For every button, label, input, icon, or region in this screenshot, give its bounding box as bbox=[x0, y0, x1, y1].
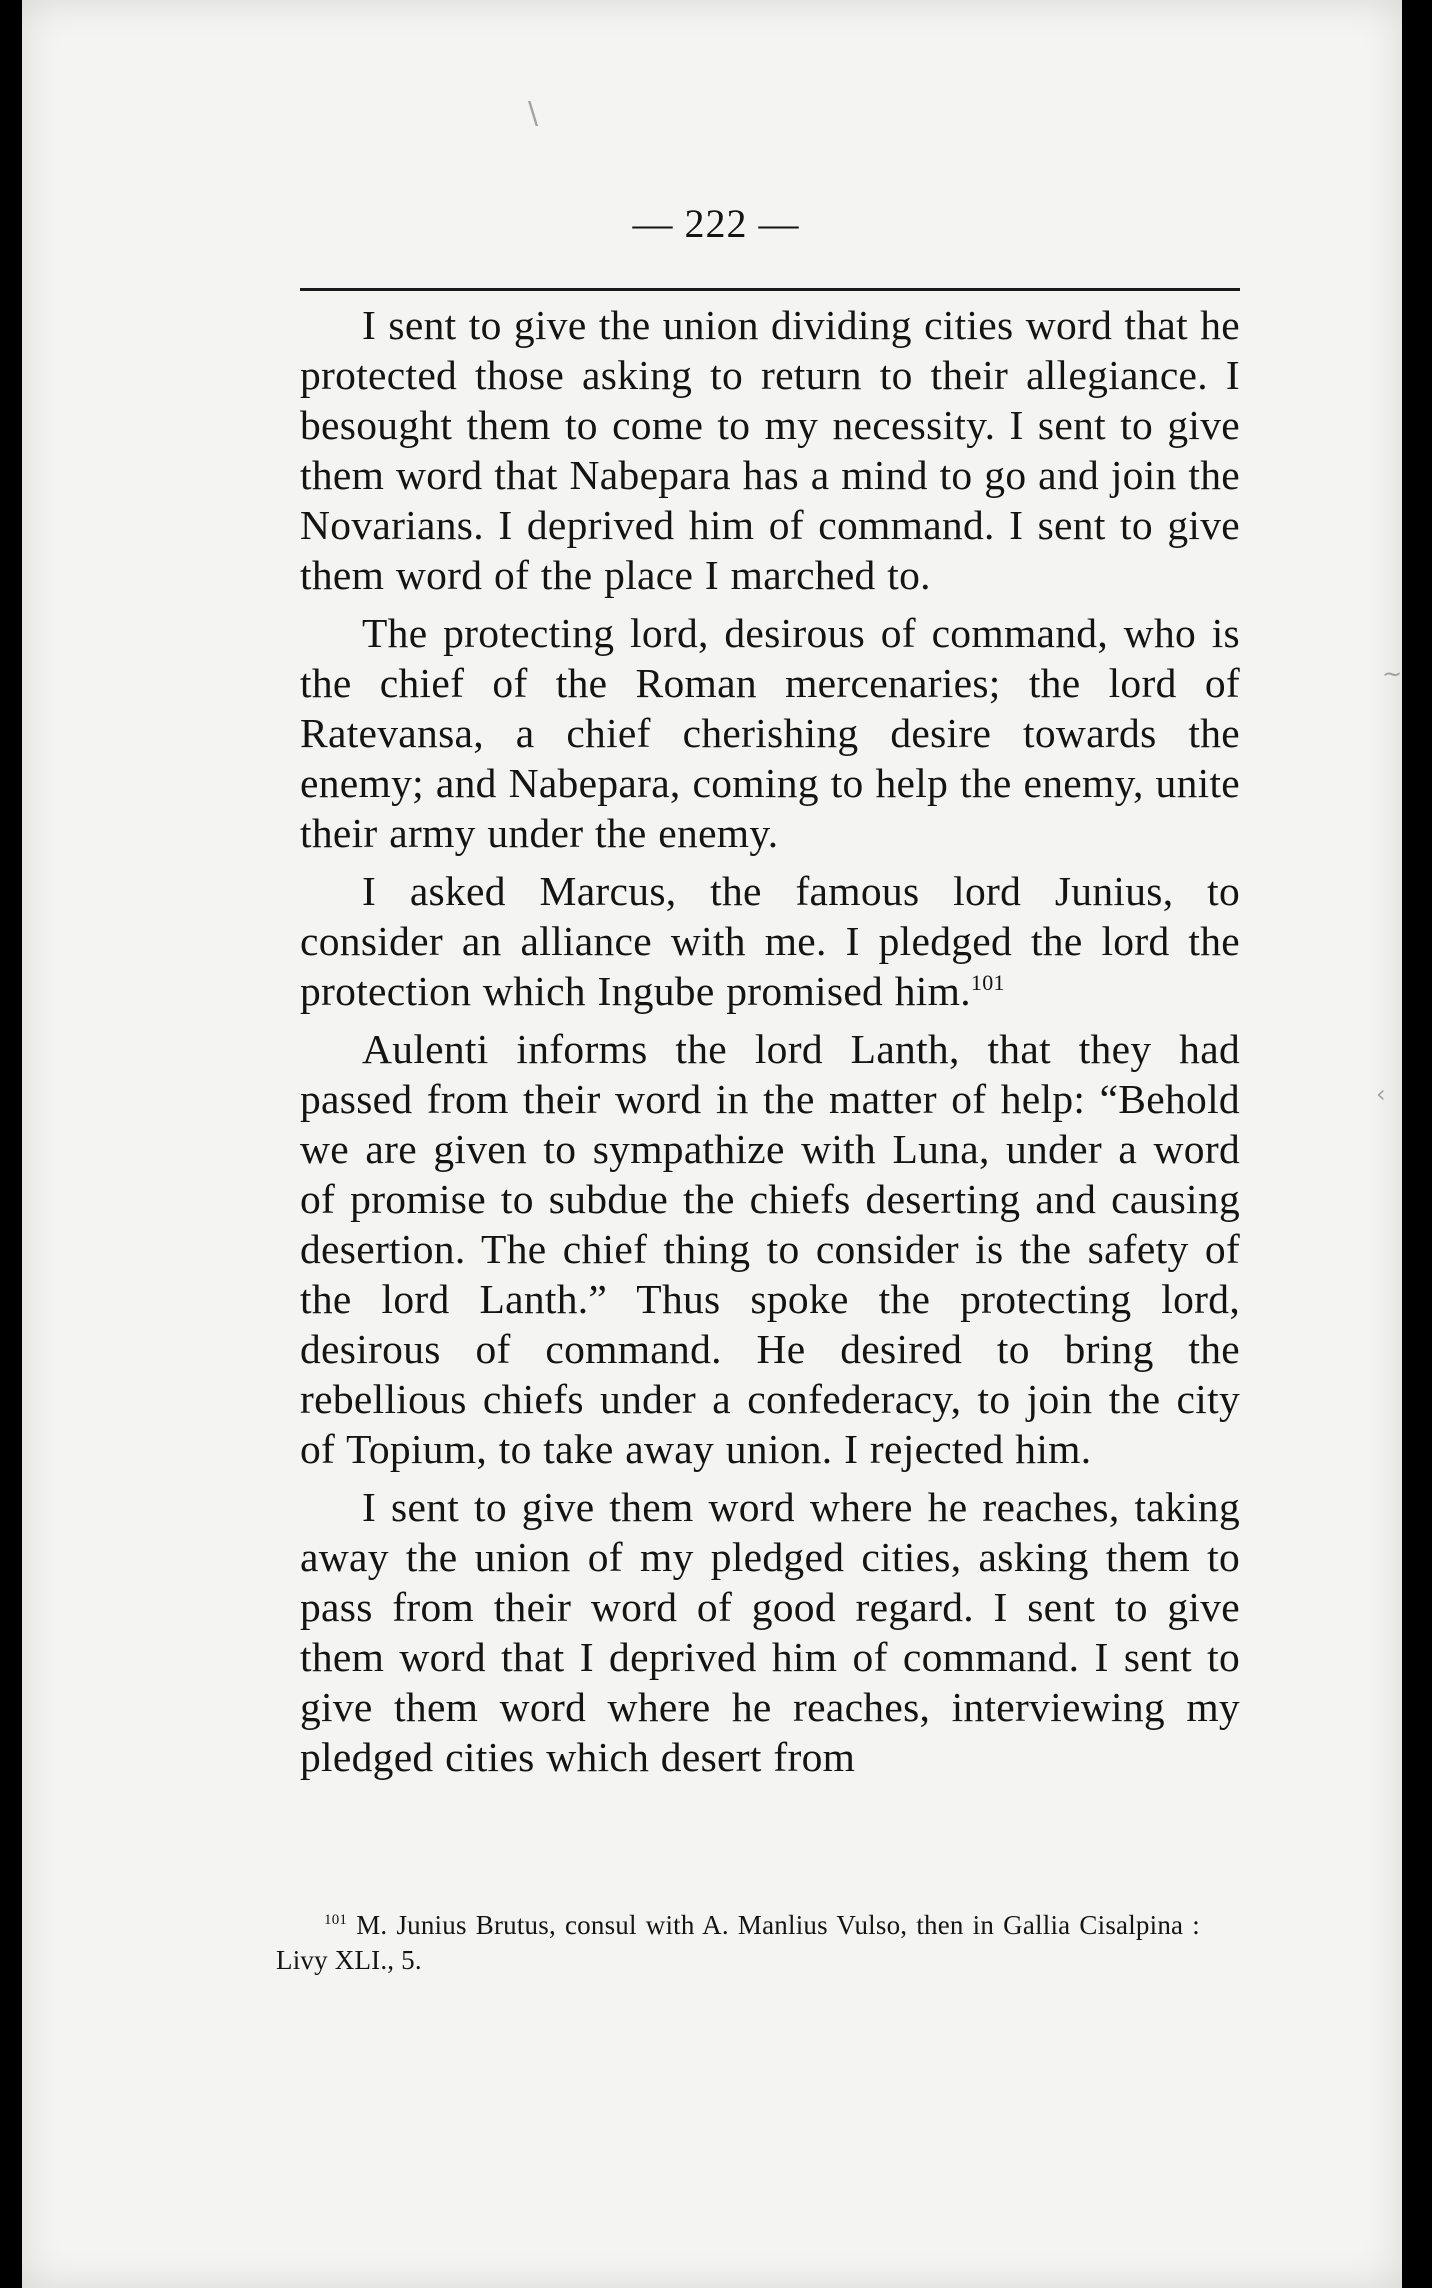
scan-speck: \ bbox=[528, 96, 539, 131]
header-rule bbox=[300, 288, 1240, 291]
paragraph bbox=[300, 866, 1240, 1016]
paragraph-text: The protecting lord, desirous of command, who is the chief of the Roman mercenaries; the lord of Ratevansa, a chief cherishing desire towards the enemy; and Nabepara, coming to help the enemy, unite their army under the enemy. bbox=[300, 610, 1240, 856]
paragraph bbox=[300, 608, 1240, 858]
footnote-text: M. Junius Brutus, consul with A. Manlius Vulso, then in Gallia Cisalpina : Livy XLI., 5. bbox=[276, 1910, 1201, 1975]
footnote-reference: 101 bbox=[970, 970, 1005, 996]
paragraph-text: I asked Marcus, the famous lord Junius, to consider an alliance with me. I pledged the lord the protection which Ingube promised him. bbox=[300, 868, 1240, 1014]
scan-speck: ‹ bbox=[1376, 1080, 1386, 1108]
footnote bbox=[276, 1908, 1200, 1978]
scan-speck: ~ bbox=[1382, 660, 1403, 688]
scan-edge bbox=[1402, 0, 1432, 2288]
paragraph bbox=[300, 1482, 1240, 1782]
paragraph bbox=[300, 300, 1240, 600]
body-text bbox=[300, 300, 1240, 1782]
paragraph-text: I sent to give the union dividing cities word that he protected those asking to return to their allegiance. I besought them to come to my necessity. I sent to give them word that Nabepara has a mind to go and join the Novarians. I deprived him of command. I sent to give them word of the place I marched to. bbox=[300, 302, 1240, 598]
paragraph-text: I sent to give them word where he reaches, taking away the union of my pledged cities, asking them to pass from their word of good regard. I sent to give them word that I deprived him of command. I sent to give them word where he reaches, interviewing my pledged cities which desert from bbox=[300, 1484, 1240, 1780]
footnote-number: 101 bbox=[324, 1912, 348, 1928]
paragraph bbox=[300, 1024, 1240, 1474]
paragraph-text: Aulenti informs the lord Lanth, that they had passed from their word in the matter of help: “Behold we are given to sympathize with Luna, under a word of promise to subdue the chiefs deserting and causing desertion. The chief thing to consider is the safety of the lord Lanth.” Thus spoke the protecting lord, desirous of command. He desired to bring the rebellious chiefs under a confederacy, to join the city of Topium, to take away union. I rejected him. bbox=[300, 1026, 1240, 1472]
page-number: — 222 — bbox=[632, 201, 800, 246]
